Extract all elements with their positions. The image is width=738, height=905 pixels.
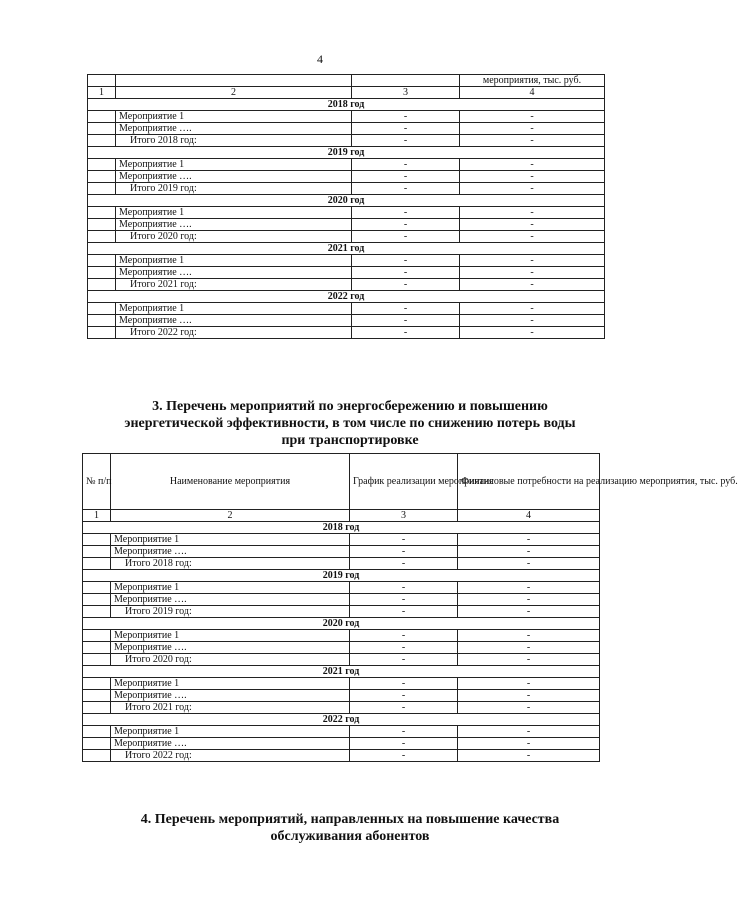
finance-value: - [460,231,605,243]
finance-value: - [460,207,605,219]
activity-name: Мероприятие …. [111,642,350,654]
table-row [88,159,605,171]
schedule-value: - [350,690,458,702]
schedule-value: - [350,630,458,642]
row-number [83,738,111,750]
year-row [83,714,600,726]
table-row [88,207,605,219]
finance-value: - [460,219,605,231]
activity-name: Итого 2020 год: [111,654,350,666]
activity-name: Мероприятие 1 [116,159,352,171]
row-number [88,255,116,267]
finance-value: - [460,279,605,291]
schedule-value: - [352,171,460,183]
activity-name: Итого 2018 год: [111,558,350,570]
header-schedule: График реализации мероприятия [350,454,458,510]
finance-value: - [460,327,605,339]
table-row [88,303,605,315]
year-label: 2019 год [83,570,600,582]
year-row [83,522,600,534]
activity-name: Итого 2019 год: [116,183,352,195]
finance-value: - [458,750,600,762]
schedule-value: - [350,558,458,570]
header-finance: Финансовые потребности на реализацию мероприятия, тыс. руб. [458,454,600,510]
activity-name: Мероприятие …. [111,690,350,702]
row-number [83,594,111,606]
total-row [88,327,605,339]
finance-value: - [458,534,600,546]
table-header-tail-row [88,75,605,87]
total-row [83,558,600,570]
year-label: 2022 год [83,714,600,726]
row-number [88,207,116,219]
finance-value: - [458,738,600,750]
schedule-value: - [352,327,460,339]
activity-name: Итого 2019 год: [111,606,350,618]
schedule-value: - [352,303,460,315]
finance-value: - [460,267,605,279]
year-label: 2019 год [88,147,605,159]
row-number [83,582,111,594]
schedule-value: - [350,738,458,750]
finance-value: - [460,183,605,195]
finance-value: - [458,594,600,606]
finance-value: - [458,726,600,738]
table-row [88,123,605,135]
activity-name: Итого 2020 год: [116,231,352,243]
finance-value: - [458,678,600,690]
activity-name: Мероприятие …. [116,219,352,231]
finance-value: - [460,111,605,123]
activity-name: Мероприятие 1 [111,534,350,546]
header-num: № п/п [83,454,111,510]
schedule-value: - [350,546,458,558]
row-number [83,750,111,762]
activity-name: Мероприятие 1 [111,582,350,594]
activity-name: Мероприятие …. [111,546,350,558]
year-row [88,195,605,207]
column-numbers-row: 1 2 3 4 [88,87,605,99]
schedule-value: - [350,702,458,714]
table-row [83,690,600,702]
row-number [83,630,111,642]
schedule-value: - [350,654,458,666]
row-number [88,303,116,315]
table-row [83,642,600,654]
table-continued [87,74,605,339]
row-number [83,534,111,546]
row-number [88,111,116,123]
year-row [88,99,605,111]
activity-name: Итого 2022 год: [116,327,352,339]
section-3-table [82,453,738,762]
table-row [83,534,600,546]
activity-name: Мероприятие …. [116,123,352,135]
finance-value: - [458,582,600,594]
finance-value: - [460,315,605,327]
total-row [83,606,600,618]
schedule-value: - [350,582,458,594]
section-4-title: 4. Перечень мероприятий, направленных на повышение качества обслуживания абонентов [140,812,560,844]
total-row [83,750,600,762]
year-label: 2018 год [83,522,600,534]
page-number: 4 [317,52,323,66]
year-label: 2021 год [88,243,605,255]
total-row [88,135,605,147]
table-row [83,630,600,642]
row-number [83,690,111,702]
total-row [88,183,605,195]
table-header-row [83,454,600,510]
year-row [88,291,605,303]
finance-value: - [458,546,600,558]
schedule-value: - [350,750,458,762]
year-row [83,570,600,582]
activity-name: Мероприятие …. [111,738,350,750]
schedule-value: - [352,219,460,231]
section-3-title: 3. Перечень мероприятий по энергосбережению и повышению энергетической эффективности, в том числе по снижению потерь воды при транспортировке [124,399,576,448]
year-label: 2020 год [88,195,605,207]
total-row [88,231,605,243]
finance-value: - [458,558,600,570]
schedule-value: - [350,726,458,738]
schedule-value: - [352,135,460,147]
schedule-value: - [350,534,458,546]
finance-value: - [460,255,605,267]
schedule-value: - [350,678,458,690]
row-number [83,606,111,618]
table-row [83,738,600,750]
table-row [88,111,605,123]
activity-name: Мероприятие 1 [116,303,352,315]
year-row [88,147,605,159]
activity-name: Мероприятие 1 [111,726,350,738]
finance-value: - [458,702,600,714]
row-number [88,279,116,291]
table-row [83,582,600,594]
finance-value: - [458,690,600,702]
schedule-value: - [352,255,460,267]
total-row [83,654,600,666]
schedule-value: - [352,111,460,123]
row-number [88,123,116,135]
table-row [88,267,605,279]
year-label: 2022 год [88,291,605,303]
schedule-value: - [350,606,458,618]
total-row [83,702,600,714]
activity-name: Мероприятие 1 [116,207,352,219]
table-row [83,594,600,606]
activity-name: Мероприятие 1 [116,111,352,123]
activity-name: Мероприятие 1 [116,255,352,267]
schedule-value: - [352,279,460,291]
table-row [88,315,605,327]
schedule-value: - [350,642,458,654]
row-number [88,159,116,171]
column-numbers-row: 1 2 3 4 [83,510,600,522]
header-name: Наименование мероприятия [111,454,350,510]
finance-value: - [458,642,600,654]
activity-name: Итого 2022 год: [111,750,350,762]
row-number [83,654,111,666]
table-row [83,678,600,690]
table-row [88,255,605,267]
finance-value: - [458,630,600,642]
row-number [83,678,111,690]
row-number [88,219,116,231]
finance-value: - [460,123,605,135]
row-number [83,726,111,738]
row-number [88,231,116,243]
year-row [83,618,600,630]
activity-name: Итого 2021 год: [116,279,352,291]
finance-value: - [460,159,605,171]
activity-name: Мероприятие 1 [111,630,350,642]
schedule-value: - [352,159,460,171]
total-row [88,279,605,291]
table-row [88,171,605,183]
activity-name: Мероприятие …. [116,315,352,327]
year-label: 2020 год [83,618,600,630]
finance-value: - [460,135,605,147]
finance-value: - [460,303,605,315]
schedule-value: - [352,207,460,219]
row-number [83,642,111,654]
row-number [88,183,116,195]
schedule-value: - [352,231,460,243]
activity-name: Итого 2018 год: [116,135,352,147]
row-number [83,546,111,558]
schedule-value: - [352,267,460,279]
schedule-value: - [352,123,460,135]
row-number [83,558,111,570]
table-row [83,546,600,558]
table-row [83,726,600,738]
activity-name: Мероприятие 1 [111,678,350,690]
activity-name: Мероприятие …. [111,594,350,606]
row-number [88,327,116,339]
year-row [83,666,600,678]
row-number [88,267,116,279]
row-number [88,171,116,183]
table-row [88,219,605,231]
year-label: 2018 год [88,99,605,111]
schedule-value: - [352,315,460,327]
finance-value: - [458,606,600,618]
finance-value: - [458,654,600,666]
row-number [83,702,111,714]
activity-name: Итого 2021 год: [111,702,350,714]
schedule-value: - [350,594,458,606]
activity-name: Мероприятие …. [116,267,352,279]
activity-name: Мероприятие …. [116,171,352,183]
finance-header-tail: мероприятия, тыс. руб. [460,75,605,87]
year-row [88,243,605,255]
year-label: 2021 год [83,666,600,678]
schedule-value: - [352,183,460,195]
row-number [88,135,116,147]
row-number [88,315,116,327]
finance-value: - [460,171,605,183]
